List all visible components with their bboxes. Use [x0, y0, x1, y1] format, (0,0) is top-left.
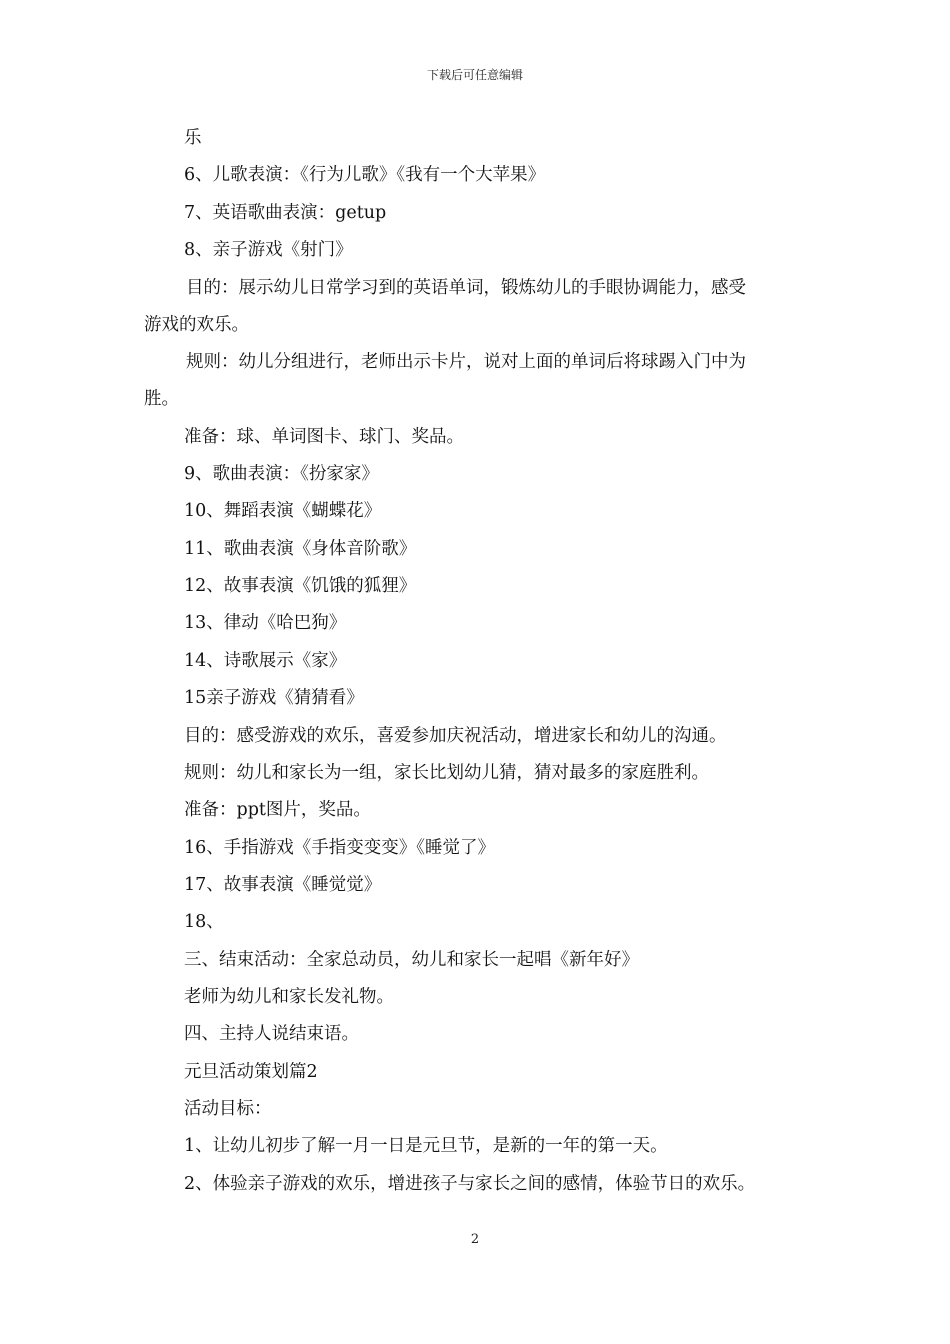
text-line: 10、舞蹈表演《蝴蝶花》	[184, 501, 382, 521]
text-line: 8、亲子游戏《射门》	[184, 240, 353, 260]
text-line: 准备：ppt图片，奖品。	[184, 800, 371, 820]
text-line: 7、英语歌曲表演：getup	[184, 203, 387, 223]
text-line: 6、儿歌表演：《行为儿歌》《我有一个大苹果》	[184, 165, 546, 185]
text-line: 12、故事表演《饥饿的狐狸》	[184, 576, 417, 596]
page-header: 下载后可任意编辑	[426, 68, 523, 82]
text-line: 胜。	[144, 389, 179, 409]
text-line: 规则：幼儿分组进行，老师出示卡片，说对上面的单词后将球踢入门中为	[186, 352, 746, 372]
text-line: 18、	[184, 912, 224, 932]
text-line: 11、歌曲表演《身体音阶歌》	[184, 539, 417, 559]
text-line: 17、故事表演《睡觉觉》	[184, 875, 382, 895]
text-line: 1、让幼儿初步了解一月一日是元旦节，是新的一年的第一天。	[184, 1136, 668, 1156]
text-line: 四、主持人说结束语。	[184, 1024, 359, 1044]
text-line: 14、诗歌展示《家》	[184, 651, 347, 671]
text-line: 9、歌曲表演：《扮家家》	[184, 464, 379, 484]
text-line: 13、律动《哈巴狗》	[184, 613, 347, 633]
text-line: 目的：感受游戏的欢乐，喜爱参加庆祝活动，增进家长和幼儿的沟通。	[184, 726, 727, 746]
text-line: 乐	[184, 128, 202, 148]
text-line: 目的：展示幼儿日常学习到的英语单词，锻炼幼儿的手眼协调能力，感受	[186, 278, 746, 298]
text-line: 规则：幼儿和家长为一组，家长比划幼儿猜，猜对最多的家庭胜利。	[184, 763, 709, 783]
text-line: 16、手指游戏《手指变变变》《睡觉了》	[184, 838, 496, 858]
text-line: 游戏的欢乐。	[144, 315, 249, 335]
text-line: 准备：球、单词图卡、球门、奖品。	[184, 427, 464, 447]
text-line: 三、结束活动：全家总动员，幼儿和家长一起唱《新年好》	[184, 950, 639, 970]
section-heading: 元旦活动策划篇2	[184, 1062, 318, 1082]
text-line: 15亲子游戏《猜猜看》	[184, 688, 364, 708]
page-number: 2	[470, 1232, 480, 1247]
text-line: 2、体验亲子游戏的欢乐，增进孩子与家长之间的感情，体验节日的欢乐。	[184, 1174, 756, 1194]
text-line: 活动目标：	[184, 1099, 272, 1119]
text-line: 老师为幼儿和家长发礼物。	[184, 987, 394, 1007]
